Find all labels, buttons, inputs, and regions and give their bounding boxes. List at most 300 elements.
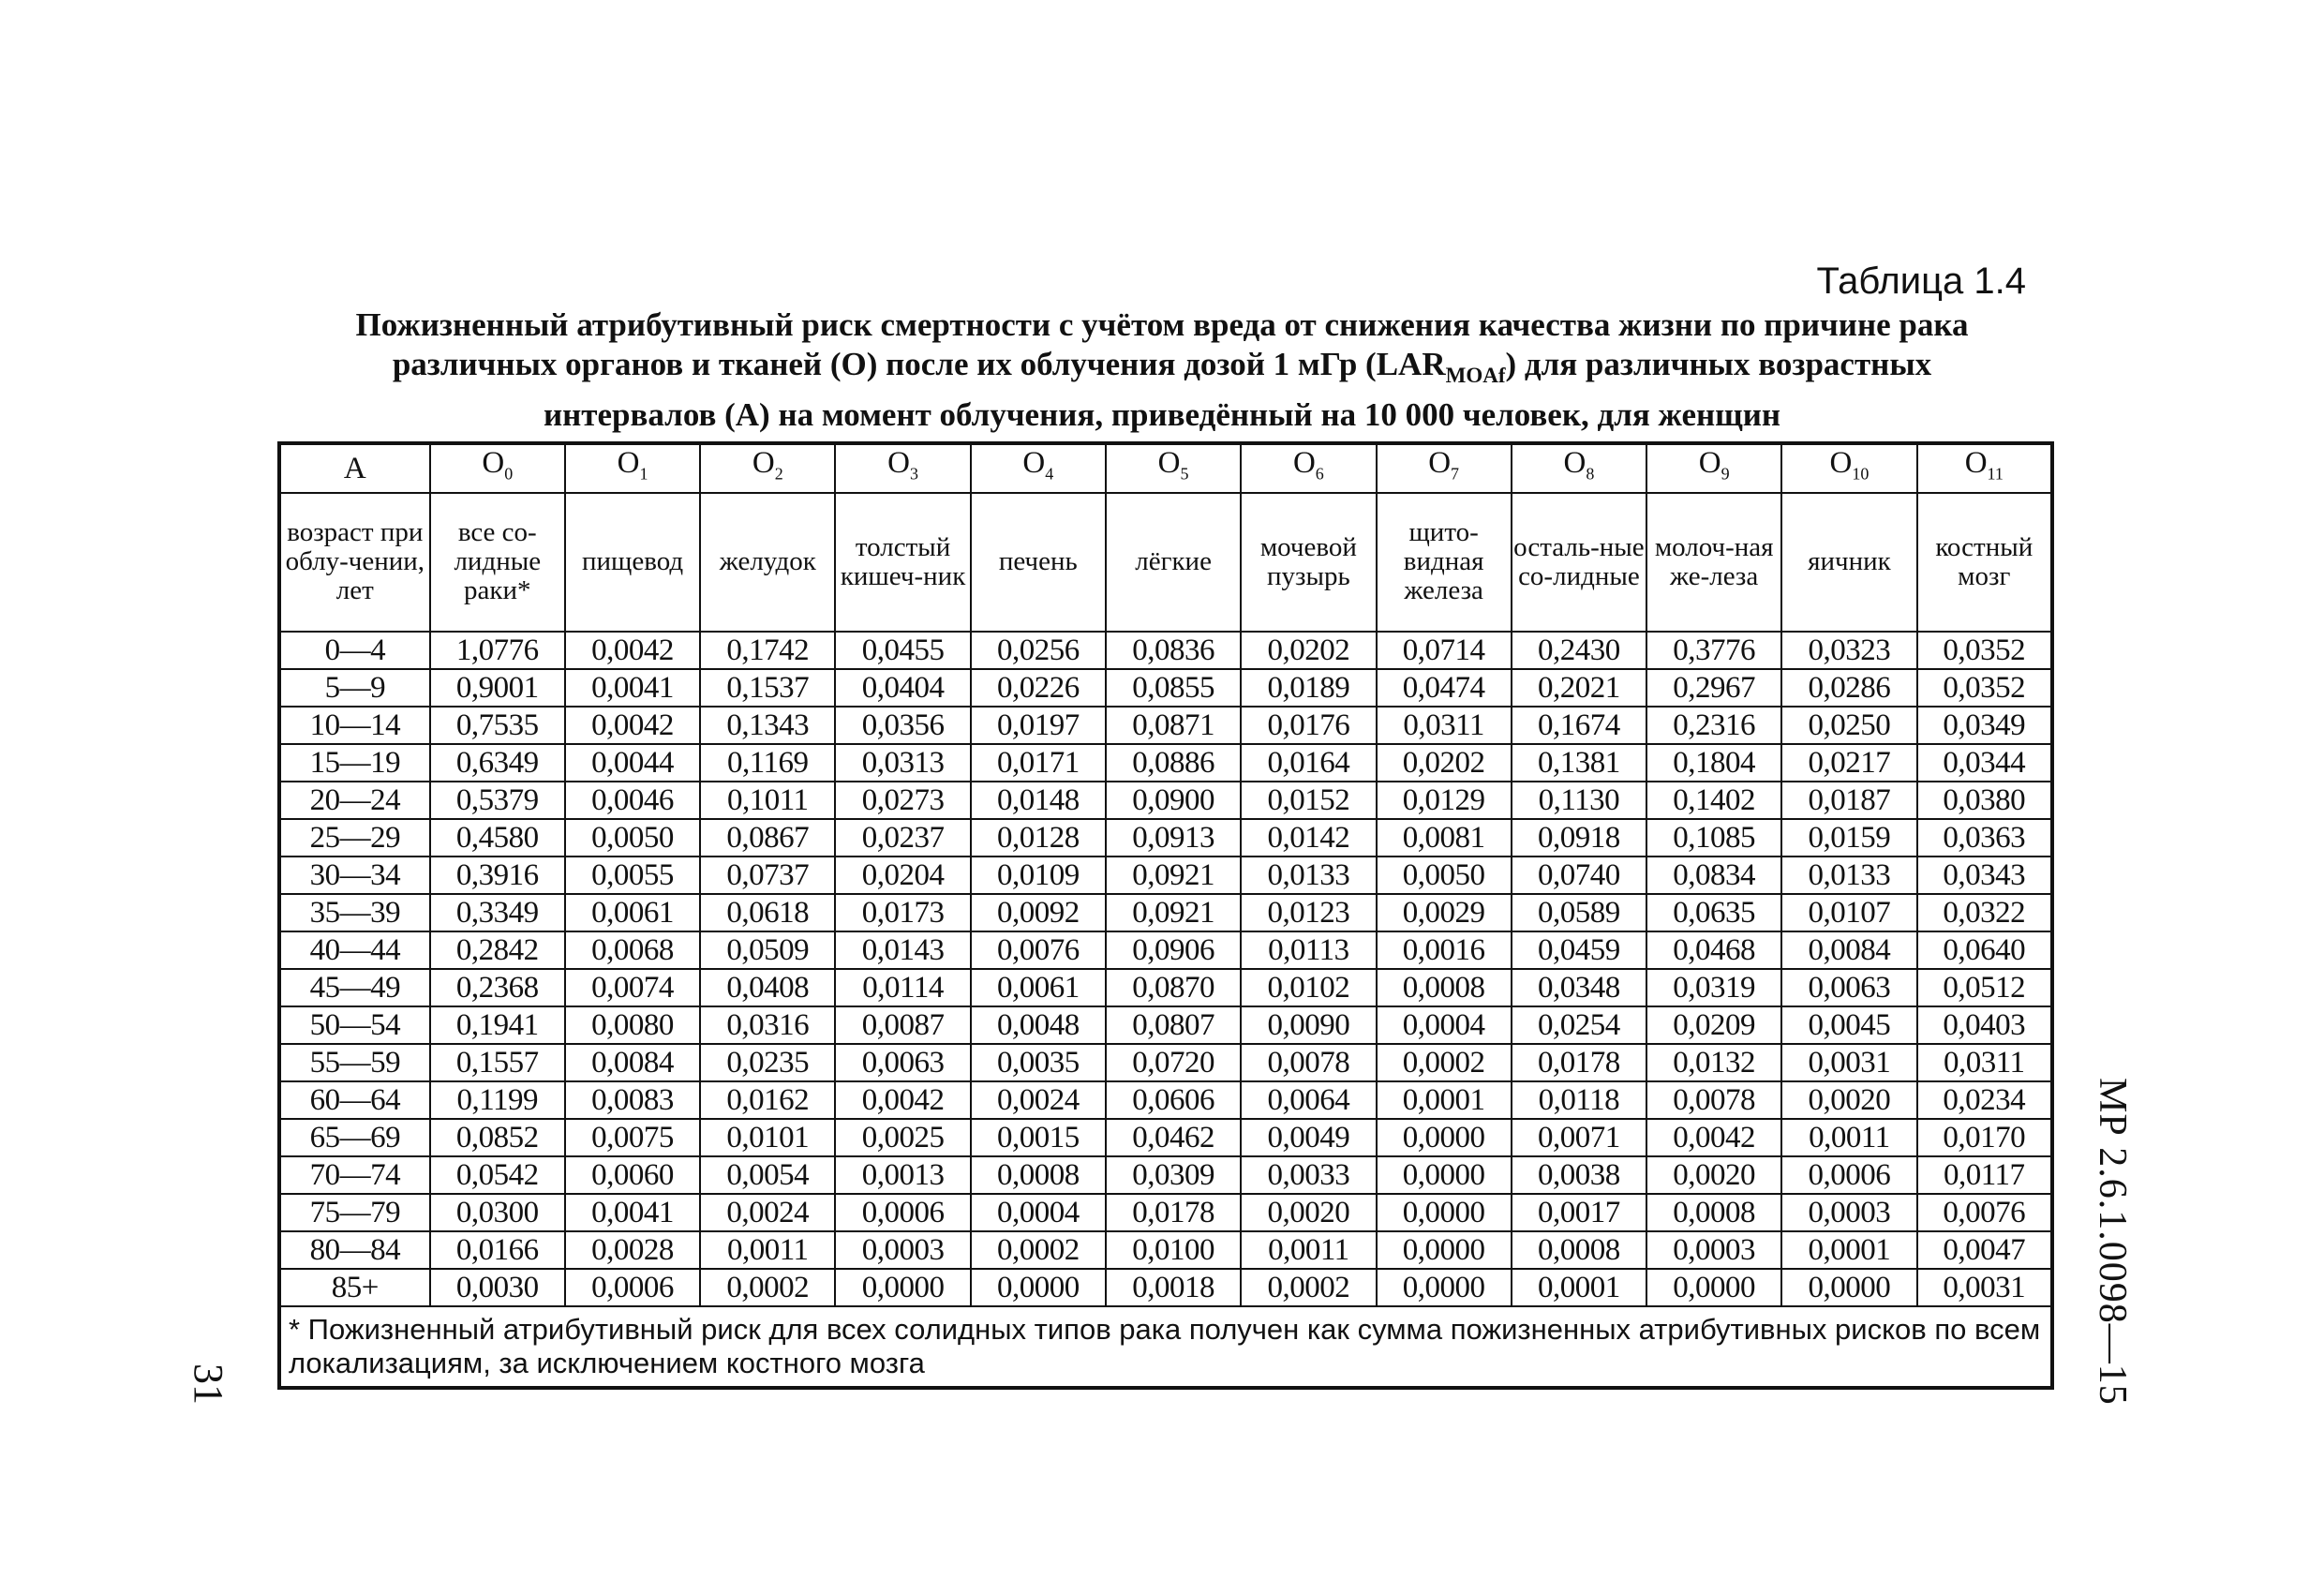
table-row xyxy=(279,744,2052,782)
risk-value-cell: 0,0356 xyxy=(835,707,970,744)
risk-value-cell: 0,0468 xyxy=(1646,931,1781,969)
risk-value-cell: 0,0250 xyxy=(1781,707,1916,744)
table-row xyxy=(279,1044,2052,1081)
risk-value-cell: 0,0050 xyxy=(1377,857,1512,894)
risk-value-cell: 0,0870 xyxy=(1106,969,1241,1006)
column-code-subscript: 11 xyxy=(1987,464,2004,484)
age-interval-cell: 15—19 xyxy=(279,744,430,782)
risk-value-cell: 0,0002 xyxy=(971,1231,1106,1269)
risk-value-cell: 0,2021 xyxy=(1512,669,1646,707)
risk-value-cell: 0,0050 xyxy=(565,819,700,857)
age-interval-cell: 25—29 xyxy=(279,819,430,857)
column-name-11: яичник xyxy=(1781,493,1916,632)
risk-value-cell: 0,0133 xyxy=(1781,857,1916,894)
risk-value-cell: 0,0102 xyxy=(1241,969,1376,1006)
risk-value-cell: 0,0035 xyxy=(971,1044,1106,1081)
age-interval-cell: 75—79 xyxy=(279,1194,430,1231)
risk-value-cell: 0,0640 xyxy=(1917,931,2052,969)
risk-value-cell: 0,0042 xyxy=(835,1081,970,1119)
risk-value-cell: 0,5379 xyxy=(430,782,565,819)
risk-value-cell: 0,0044 xyxy=(565,744,700,782)
age-interval-cell: 45—49 xyxy=(279,969,430,1006)
column-code-9 xyxy=(1512,443,1646,493)
age-interval-cell: 30—34 xyxy=(279,857,430,894)
risk-value-cell: 0,1169 xyxy=(700,744,835,782)
header-name-row xyxy=(279,493,2052,632)
risk-value-cell: 0,0159 xyxy=(1781,819,1916,857)
column-code-base: O xyxy=(887,446,910,480)
risk-value-cell: 0,0042 xyxy=(1646,1119,1781,1156)
risk-value-cell: 0,0003 xyxy=(1646,1231,1781,1269)
risk-value-cell: 0,2368 xyxy=(430,969,565,1006)
risk-value-cell: 0,0133 xyxy=(1241,857,1376,894)
column-code-base: O xyxy=(1292,446,1316,480)
risk-value-cell: 0,0006 xyxy=(835,1194,970,1231)
risk-value-cell: 0,0871 xyxy=(1106,707,1241,744)
risk-value-cell: 0,0008 xyxy=(1377,969,1512,1006)
risk-value-cell: 0,0509 xyxy=(700,931,835,969)
risk-value-cell: 0,0064 xyxy=(1241,1081,1376,1119)
risk-value-cell: 0,0084 xyxy=(565,1044,700,1081)
risk-value-cell: 0,0000 xyxy=(835,1269,970,1306)
risk-value-cell: 0,0807 xyxy=(1106,1006,1241,1044)
risk-value-cell: 0,0031 xyxy=(1781,1044,1916,1081)
risk-value-cell: 0,0004 xyxy=(971,1194,1106,1231)
risk-value-cell: 0,0313 xyxy=(835,744,970,782)
column-code-subscript: 5 xyxy=(1180,464,1189,484)
column-code-base: O xyxy=(1428,446,1452,480)
risk-value-cell: 0,3349 xyxy=(430,894,565,931)
table-row xyxy=(279,1081,2052,1119)
column-code-subscript: 1 xyxy=(639,464,648,484)
page-number: 31 xyxy=(186,1363,231,1405)
risk-value-cell: 0,0714 xyxy=(1377,632,1512,669)
risk-value-cell: 0,0090 xyxy=(1241,1006,1376,1044)
risk-value-cell: 0,0143 xyxy=(835,931,970,969)
age-interval-cell: 10—14 xyxy=(279,707,430,744)
risk-value-cell: 0,0173 xyxy=(835,894,970,931)
risk-value-cell: 0,0003 xyxy=(1781,1194,1916,1231)
risk-value-cell: 0,0512 xyxy=(1917,969,2052,1006)
risk-value-cell: 0,0913 xyxy=(1106,819,1241,857)
footnote-row xyxy=(279,1306,2052,1388)
risk-value-cell: 0,0054 xyxy=(700,1156,835,1194)
column-name-3: желудок xyxy=(700,493,835,632)
risk-value-cell: 0,0322 xyxy=(1917,894,2052,931)
risk-value-cell: 0,9001 xyxy=(430,669,565,707)
column-code-subscript: 10 xyxy=(1852,464,1870,484)
risk-value-cell: 0,0170 xyxy=(1917,1119,2052,1156)
risk-value-cell: 0,0202 xyxy=(1241,632,1376,669)
risk-value-cell: 0,0455 xyxy=(835,632,970,669)
column-name-6: лёгкие xyxy=(1106,493,1241,632)
table-row xyxy=(279,819,2052,857)
risk-value-cell: 0,0209 xyxy=(1646,1006,1781,1044)
caption-line-2-start: различных органов и тканей (О) после их облучения дозой 1 мГр (LAR xyxy=(392,346,1446,382)
column-name-12: костный мозг xyxy=(1917,493,2052,632)
age-interval-cell: 0—4 xyxy=(279,632,430,669)
risk-value-cell: 0,0462 xyxy=(1106,1119,1241,1156)
risk-value-cell: 0,0162 xyxy=(700,1081,835,1119)
risk-value-cell: 0,0047 xyxy=(1917,1231,2052,1269)
table-row xyxy=(279,857,2052,894)
risk-value-cell: 0,0017 xyxy=(1512,1194,1646,1231)
risk-value-cell: 0,0011 xyxy=(700,1231,835,1269)
risk-value-cell: 0,0132 xyxy=(1646,1044,1781,1081)
risk-value-cell: 0,0886 xyxy=(1106,744,1241,782)
column-code-subscript: 9 xyxy=(1721,464,1730,484)
risk-value-cell: 0,0092 xyxy=(971,894,1106,931)
risk-value-cell: 0,0189 xyxy=(1241,669,1376,707)
risk-value-cell: 0,0921 xyxy=(1106,857,1241,894)
risk-value-cell: 0,0003 xyxy=(835,1231,970,1269)
risk-value-cell: 0,0720 xyxy=(1106,1044,1241,1081)
risk-value-cell: 0,0836 xyxy=(1106,632,1241,669)
risk-value-cell: 0,0309 xyxy=(1106,1156,1241,1194)
risk-value-cell: 0,2967 xyxy=(1646,669,1781,707)
age-interval-cell: 50—54 xyxy=(279,1006,430,1044)
column-name-7: мочевой пузырь xyxy=(1241,493,1376,632)
column-code-6 xyxy=(1106,443,1241,493)
risk-value-cell: 0,0900 xyxy=(1106,782,1241,819)
risk-value-cell: 0,0408 xyxy=(700,969,835,1006)
risk-value-cell: 0,0083 xyxy=(565,1081,700,1119)
column-code-10 xyxy=(1646,443,1781,493)
table-row xyxy=(279,707,2052,744)
table-row xyxy=(279,632,2052,669)
table-row xyxy=(279,1119,2052,1156)
document-code: МР 2.6.1.0098—15 xyxy=(2091,1078,2134,1406)
table-row xyxy=(279,782,2052,819)
risk-value-cell: 0,0164 xyxy=(1241,744,1376,782)
risk-value-cell: 0,0029 xyxy=(1377,894,1512,931)
risk-value-cell: 0,0001 xyxy=(1781,1231,1916,1269)
risk-value-cell: 0,0226 xyxy=(971,669,1106,707)
risk-value-cell: 0,0906 xyxy=(1106,931,1241,969)
risk-value-cell: 0,0031 xyxy=(1917,1269,2052,1306)
risk-value-cell: 0,0001 xyxy=(1377,1081,1512,1119)
risk-value-cell: 0,0002 xyxy=(1241,1269,1376,1306)
risk-value-cell: 0,0055 xyxy=(565,857,700,894)
risk-value-cell: 0,0101 xyxy=(700,1119,835,1156)
column-name-10: молоч-ная же-леза xyxy=(1646,493,1781,632)
risk-value-cell: 0,0235 xyxy=(700,1044,835,1081)
risk-value-cell: 0,0016 xyxy=(1377,931,1512,969)
risk-value-cell: 0,0152 xyxy=(1241,782,1376,819)
risk-value-cell: 0,3776 xyxy=(1646,632,1781,669)
risk-value-cell: 0,0118 xyxy=(1512,1081,1646,1119)
column-code-12 xyxy=(1917,443,2052,493)
risk-value-cell: 0,1674 xyxy=(1512,707,1646,744)
risk-value-cell: 0,0081 xyxy=(1377,819,1512,857)
risk-table xyxy=(277,441,2054,1390)
table-row xyxy=(279,931,2052,969)
risk-value-cell: 0,1011 xyxy=(700,782,835,819)
risk-value-cell: 0,1557 xyxy=(430,1044,565,1081)
risk-value-cell: 0,1130 xyxy=(1512,782,1646,819)
risk-value-cell: 0,0049 xyxy=(1241,1119,1376,1156)
risk-value-cell: 0,0352 xyxy=(1917,669,2052,707)
risk-value-cell: 0,0074 xyxy=(565,969,700,1006)
risk-value-cell: 0,0000 xyxy=(1377,1231,1512,1269)
risk-value-cell: 0,0123 xyxy=(1241,894,1376,931)
risk-value-cell: 0,0001 xyxy=(1512,1269,1646,1306)
age-interval-cell: 35—39 xyxy=(279,894,430,931)
column-code-base: А xyxy=(343,451,366,485)
column-code-base: O xyxy=(482,446,505,480)
risk-value-cell: 0,1085 xyxy=(1646,819,1781,857)
risk-value-cell: 0,0078 xyxy=(1646,1081,1781,1119)
risk-value-cell: 0,0000 xyxy=(1646,1269,1781,1306)
risk-value-cell: 0,0100 xyxy=(1106,1231,1241,1269)
risk-value-cell: 0,0171 xyxy=(971,744,1106,782)
risk-value-cell: 0,0618 xyxy=(700,894,835,931)
table-row xyxy=(279,1231,2052,1269)
table-body xyxy=(279,632,2052,1306)
risk-value-cell: 0,0018 xyxy=(1106,1269,1241,1306)
column-name-1: все со-лидные раки* xyxy=(430,493,565,632)
risk-value-cell: 0,0000 xyxy=(1377,1194,1512,1231)
risk-value-cell: 0,0300 xyxy=(430,1194,565,1231)
risk-value-cell: 0,0256 xyxy=(971,632,1106,669)
risk-value-cell: 0,0234 xyxy=(1917,1081,2052,1119)
risk-value-cell: 0,0319 xyxy=(1646,969,1781,1006)
risk-value-cell: 0,0176 xyxy=(1241,707,1376,744)
age-interval-cell: 80—84 xyxy=(279,1231,430,1269)
table-row xyxy=(279,894,2052,931)
risk-value-cell: 0,2316 xyxy=(1646,707,1781,744)
risk-value-cell: 0,3916 xyxy=(430,857,565,894)
risk-value-cell: 0,0187 xyxy=(1781,782,1916,819)
risk-value-cell: 0,0004 xyxy=(1377,1006,1512,1044)
risk-value-cell: 0,0078 xyxy=(1241,1044,1376,1081)
column-code-subscript: 2 xyxy=(774,464,783,484)
risk-value-cell: 0,0114 xyxy=(835,969,970,1006)
risk-value-cell: 0,0020 xyxy=(1241,1194,1376,1231)
risk-value-cell: 0,0000 xyxy=(971,1269,1106,1306)
column-name-4: толстый кишеч-ник xyxy=(835,493,970,632)
risk-value-cell: 0,0048 xyxy=(971,1006,1106,1044)
risk-value-cell: 0,0011 xyxy=(1781,1119,1916,1156)
column-code-11 xyxy=(1781,443,1916,493)
risk-value-cell: 0,0740 xyxy=(1512,857,1646,894)
risk-value-cell: 0,0352 xyxy=(1917,632,2052,669)
caption-line-2-end: ) для различных возрастных xyxy=(1505,346,1932,382)
caption-line-1: Пожизненный атрибутивный риск смертности с учётом вреда от снижения качества жизни по причине рака xyxy=(355,306,1969,343)
risk-value-cell: 0,0042 xyxy=(565,632,700,669)
risk-value-cell: 0,0038 xyxy=(1512,1156,1646,1194)
column-code-2 xyxy=(565,443,700,493)
risk-value-cell: 0,0363 xyxy=(1917,819,2052,857)
risk-value-cell: 0,0002 xyxy=(1377,1044,1512,1081)
risk-value-cell: 0,1199 xyxy=(430,1081,565,1119)
risk-value-cell: 0,4580 xyxy=(430,819,565,857)
column-code-subscript: 0 xyxy=(504,464,514,484)
risk-value-cell: 0,0076 xyxy=(971,931,1106,969)
risk-value-cell: 0,0286 xyxy=(1781,669,1916,707)
risk-value-cell: 0,1381 xyxy=(1512,744,1646,782)
risk-value-cell: 0,0008 xyxy=(971,1156,1106,1194)
column-code-subscript: 7 xyxy=(1451,464,1460,484)
caption-line-3: интервалов (А) на момент облучения, приведённый на 10 000 человек, для женщин xyxy=(543,396,1781,433)
risk-value-cell: 0,0474 xyxy=(1377,669,1512,707)
age-interval-cell: 20—24 xyxy=(279,782,430,819)
risk-value-cell: 0,0028 xyxy=(565,1231,700,1269)
risk-value-cell: 0,0166 xyxy=(430,1231,565,1269)
risk-value-cell: 0,0918 xyxy=(1512,819,1646,857)
column-name-8: щито-видная железа xyxy=(1377,493,1512,632)
column-name-2: пищевод xyxy=(565,493,700,632)
risk-value-cell: 0,0008 xyxy=(1512,1231,1646,1269)
risk-value-cell: 0,0061 xyxy=(565,894,700,931)
column-code-base: O xyxy=(1698,446,1721,480)
risk-value-cell: 0,0045 xyxy=(1781,1006,1916,1044)
risk-value-cell: 0,0403 xyxy=(1917,1006,2052,1044)
age-interval-cell: 55—59 xyxy=(279,1044,430,1081)
risk-value-cell: 0,0323 xyxy=(1781,632,1916,669)
risk-value-cell: 0,0011 xyxy=(1241,1231,1376,1269)
risk-value-cell: 0,0068 xyxy=(565,931,700,969)
table-row xyxy=(279,1006,2052,1044)
risk-value-cell: 0,0084 xyxy=(1781,931,1916,969)
column-code-8 xyxy=(1377,443,1512,493)
risk-value-cell: 0,0855 xyxy=(1106,669,1241,707)
risk-value-cell: 0,0060 xyxy=(565,1156,700,1194)
risk-value-cell: 0,1742 xyxy=(700,632,835,669)
caption-line-2 xyxy=(272,345,2052,395)
risk-value-cell: 0,0344 xyxy=(1917,744,2052,782)
age-interval-cell: 70—74 xyxy=(279,1156,430,1194)
risk-value-cell: 0,1804 xyxy=(1646,744,1781,782)
table-footnote: * Пожизненный атрибутивный риск для всех солидных типов рака получен как сумма пожизненных атрибутивных рисков по всем локализациям, за исключением костного мозга xyxy=(279,1306,2052,1388)
risk-value-cell: 0,0349 xyxy=(1917,707,2052,744)
risk-value-cell: 0,0737 xyxy=(700,857,835,894)
risk-value-cell: 0,0867 xyxy=(700,819,835,857)
caption-subscript: MOAf xyxy=(1445,364,1506,387)
age-interval-cell: 5—9 xyxy=(279,669,430,707)
risk-value-cell: 0,0254 xyxy=(1512,1006,1646,1044)
risk-value-cell: 0,0273 xyxy=(835,782,970,819)
risk-value-cell: 0,0076 xyxy=(1917,1194,2052,1231)
risk-value-cell: 0,0041 xyxy=(565,669,700,707)
column-code-base: O xyxy=(1829,446,1853,480)
risk-value-cell: 0,0202 xyxy=(1377,744,1512,782)
risk-value-cell: 0,0311 xyxy=(1917,1044,2052,1081)
age-interval-cell: 60—64 xyxy=(279,1081,430,1119)
risk-value-cell: 0,0148 xyxy=(971,782,1106,819)
risk-value-cell: 0,0589 xyxy=(1512,894,1646,931)
table-row xyxy=(279,1269,2052,1306)
table-row xyxy=(279,1194,2052,1231)
risk-value-cell: 0,0061 xyxy=(971,969,1106,1006)
risk-value-cell: 0,0080 xyxy=(565,1006,700,1044)
column-name-0: возраст при облу-чении, лет xyxy=(279,493,430,632)
risk-value-cell: 0,0046 xyxy=(565,782,700,819)
risk-value-cell: 0,0063 xyxy=(1781,969,1916,1006)
column-code-base: O xyxy=(1157,446,1181,480)
risk-value-cell: 0,0006 xyxy=(565,1269,700,1306)
risk-value-cell: 0,0002 xyxy=(700,1269,835,1306)
risk-value-cell: 0,0178 xyxy=(1106,1194,1241,1231)
risk-value-cell: 0,0852 xyxy=(430,1119,565,1156)
risk-value-cell: 0,0348 xyxy=(1512,969,1646,1006)
risk-value-cell: 0,0178 xyxy=(1512,1044,1646,1081)
risk-value-cell: 0,0042 xyxy=(565,707,700,744)
risk-value-cell: 0,0041 xyxy=(565,1194,700,1231)
column-code-0 xyxy=(279,443,430,493)
column-code-7 xyxy=(1241,443,1376,493)
table-row xyxy=(279,969,2052,1006)
risk-value-cell: 0,0015 xyxy=(971,1119,1106,1156)
risk-value-cell: 0,7535 xyxy=(430,707,565,744)
age-interval-cell: 65—69 xyxy=(279,1119,430,1156)
column-code-5 xyxy=(971,443,1106,493)
risk-value-cell: 0,1343 xyxy=(700,707,835,744)
column-code-base: O xyxy=(1563,446,1587,480)
risk-value-cell: 0,0129 xyxy=(1377,782,1512,819)
risk-value-cell: 0,0025 xyxy=(835,1119,970,1156)
risk-value-cell: 0,0030 xyxy=(430,1269,565,1306)
risk-value-cell: 0,0316 xyxy=(700,1006,835,1044)
risk-value-cell: 0,0217 xyxy=(1781,744,1916,782)
age-interval-cell: 85+ xyxy=(279,1269,430,1306)
risk-value-cell: 0,6349 xyxy=(430,744,565,782)
risk-value-cell: 0,0000 xyxy=(1377,1119,1512,1156)
risk-value-cell: 0,0109 xyxy=(971,857,1106,894)
risk-value-cell: 0,0020 xyxy=(1646,1156,1781,1194)
risk-value-cell: 0,0606 xyxy=(1106,1081,1241,1119)
risk-value-cell: 0,1941 xyxy=(430,1006,565,1044)
risk-value-cell: 0,2842 xyxy=(430,931,565,969)
column-code-subscript: 6 xyxy=(1315,464,1324,484)
table-row xyxy=(279,1156,2052,1194)
risk-value-cell: 0,0921 xyxy=(1106,894,1241,931)
risk-value-cell: 0,0113 xyxy=(1241,931,1376,969)
risk-value-cell: 0,0404 xyxy=(835,669,970,707)
table-row xyxy=(279,669,2052,707)
risk-value-cell: 0,0237 xyxy=(835,819,970,857)
risk-value-cell: 0,0000 xyxy=(1377,1156,1512,1194)
risk-value-cell: 0,0000 xyxy=(1377,1269,1512,1306)
risk-value-cell: 0,0075 xyxy=(565,1119,700,1156)
column-code-base: O xyxy=(1022,446,1046,480)
risk-value-cell: 0,0380 xyxy=(1917,782,2052,819)
risk-value-cell: 0,0204 xyxy=(835,857,970,894)
risk-value-cell: 0,0033 xyxy=(1241,1156,1376,1194)
risk-value-cell: 0,0071 xyxy=(1512,1119,1646,1156)
risk-value-cell: 0,0311 xyxy=(1377,707,1512,744)
table-label: Таблица 1.4 xyxy=(1816,261,2026,302)
column-code-1 xyxy=(430,443,565,493)
risk-value-cell: 0,0117 xyxy=(1917,1156,2052,1194)
risk-value-cell: 0,0197 xyxy=(971,707,1106,744)
risk-value-cell: 0,2430 xyxy=(1512,632,1646,669)
risk-value-cell: 0,0006 xyxy=(1781,1156,1916,1194)
risk-value-cell: 0,0008 xyxy=(1646,1194,1781,1231)
risk-value-cell: 0,0834 xyxy=(1646,857,1781,894)
risk-value-cell: 0,0024 xyxy=(700,1194,835,1231)
risk-value-cell: 0,0020 xyxy=(1781,1081,1916,1119)
column-code-subscript: 3 xyxy=(909,464,918,484)
risk-value-cell: 0,1402 xyxy=(1646,782,1781,819)
risk-value-cell: 0,1537 xyxy=(700,669,835,707)
risk-value-cell: 0,0459 xyxy=(1512,931,1646,969)
column-code-base: O xyxy=(617,446,640,480)
column-code-base: O xyxy=(752,446,775,480)
risk-value-cell: 0,0635 xyxy=(1646,894,1781,931)
risk-value-cell: 0,0142 xyxy=(1241,819,1376,857)
column-name-5: печень xyxy=(971,493,1106,632)
